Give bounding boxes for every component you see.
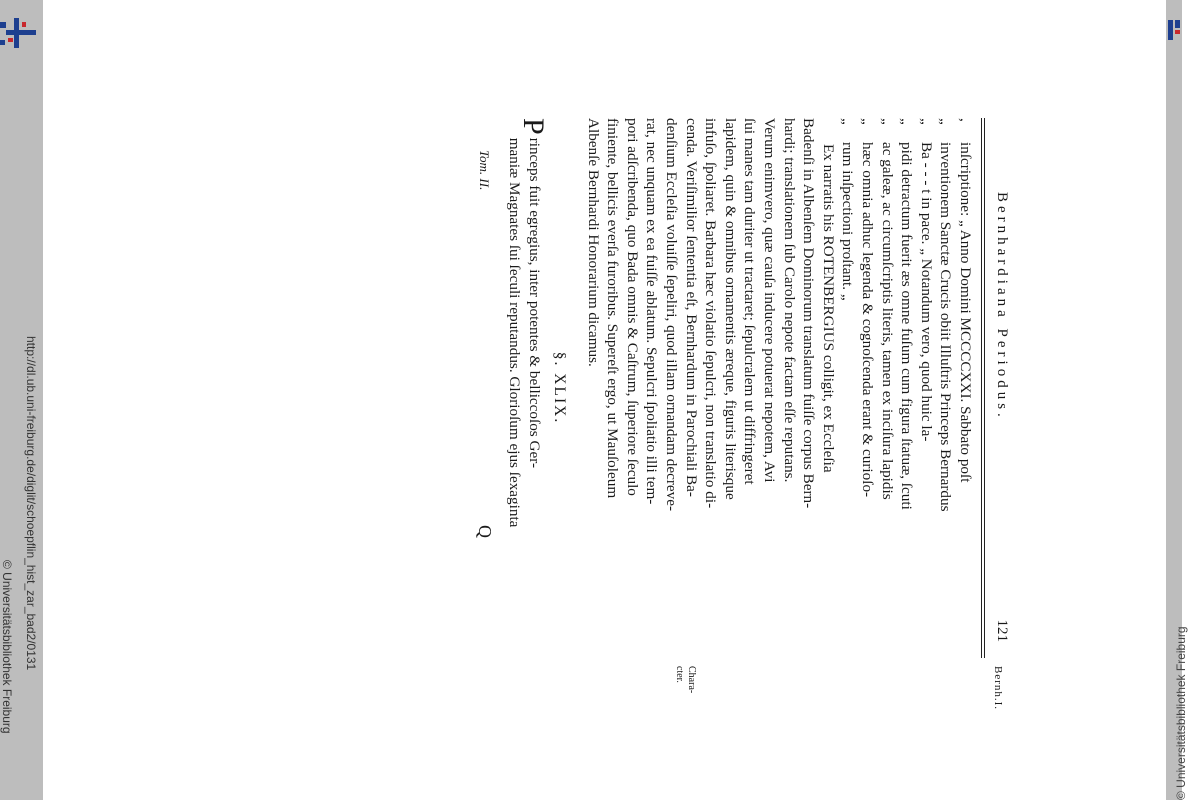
text-line: Albenſe Bernhardi Honorarium dicamus. bbox=[584, 118, 602, 367]
text-line: rinceps fuit egregius, inter potentes & belliccoſos Ger- bbox=[525, 137, 543, 469]
text-line: pori adſcribenda, quo Bada omnis & Caſtrum, ſuperiore ſeculo bbox=[623, 118, 641, 496]
text-line: „Ba - - - t in pace. „ Notandum vero, quod huic la- bbox=[917, 118, 935, 442]
copyright-label: © Universitätsbibliothek Freiburg bbox=[0, 560, 14, 734]
library-logo-small-icon bbox=[1168, 20, 1182, 40]
text-line: hardi; translationem ſub Carolo nepote factam eſſe reputans. bbox=[780, 118, 798, 483]
text-line: finiente, bellicis everſa furoribus. Supereſt ergo, ut Mauſoleum bbox=[604, 118, 622, 499]
margin-note-top: Bernh.I. bbox=[992, 666, 1004, 711]
text-line: „hæc omnia adhuc legenda & cognoſcenda erant & curioſo- bbox=[859, 118, 877, 498]
quoted-inscription bbox=[838, 118, 975, 658]
text-line: Ex narratis his ROTENBERGIUS colligit, ex Eccleſia bbox=[819, 144, 837, 473]
margin-note-character: Chara- cter. bbox=[674, 666, 697, 694]
text-line: cenda. Veriſimilior ſententia eſt, Bernhardum in Parochiali Ba- bbox=[682, 118, 700, 497]
text-line: „ac galeæ, ac circumſcriptis literis, tamen ex inciſura lapidis bbox=[878, 118, 896, 500]
text-line: rat, nec unquam ex ea fuiſſe ablatum. Sepulcri ſpoliatio illi tem- bbox=[643, 118, 661, 505]
signature-mark: Q bbox=[475, 525, 496, 538]
text-line: „rum inſpectioni proſtant. „ bbox=[839, 118, 857, 301]
running-title: Bernhardiana Periodus. bbox=[993, 192, 1010, 421]
text-line: maniæ Magnates ſui ſeculi reputandus. Glorioſum ejus ſexaginta bbox=[505, 137, 523, 528]
volume-label: Tom. II. bbox=[477, 150, 493, 191]
scanned-page bbox=[325, 118, 1015, 711]
text-line: „inventionem Sanctæ Crucis obiit Illuſtris Princeps Bernardus bbox=[937, 118, 955, 512]
text-line: denſium Eccleſia voluiſſe ſepeliri, quod illam ornandam decreve- bbox=[663, 118, 681, 512]
library-logo-icon bbox=[0, 18, 36, 48]
text-line: lapidem, quin & omnibus ornamentis æreque, figuris literisque bbox=[721, 118, 739, 500]
text-line: „pidi detractum fuerit æs omne fuſum cum figura ſtatuæ, ſcuti bbox=[898, 118, 916, 510]
text-line: ſui manes tam duriter ut tractaret; ſepulcralem ut diffringeret bbox=[741, 118, 759, 485]
paragraph-1 bbox=[583, 118, 838, 658]
page-number: 121 bbox=[993, 619, 1010, 642]
drop-cap: P bbox=[516, 118, 550, 135]
text-line: Badenſi in Albenſem Dominorum translatum fuiſſe corpus Bern- bbox=[800, 118, 818, 509]
header-rule-thin bbox=[981, 118, 982, 658]
url-label[interactable]: http://dl.ub.uni-freiburg.de/diglit/schoepflin_hist_zar_bad2/0131 bbox=[24, 336, 38, 671]
section-heading: §. XLIX. bbox=[551, 351, 569, 425]
header-rule bbox=[984, 118, 985, 658]
page-footer bbox=[475, 118, 495, 658]
text-line: Verum enimvero, quæ cauſa inducere potuerat nepotem, Avi bbox=[761, 118, 779, 483]
running-head bbox=[991, 118, 1015, 658]
copyright-right-label: © Universitätsbibliothek Freiburg bbox=[1174, 626, 1188, 800]
paragraph-2 bbox=[504, 118, 550, 658]
text-line: infuſo, ſpoliaret. Barbara hæc violatio ſepulcri, non translatio di- bbox=[702, 118, 720, 509]
text-line: ,inſcriptione: „ Anno Domini MCCCCXXI. Sabbato poſt bbox=[957, 118, 974, 483]
